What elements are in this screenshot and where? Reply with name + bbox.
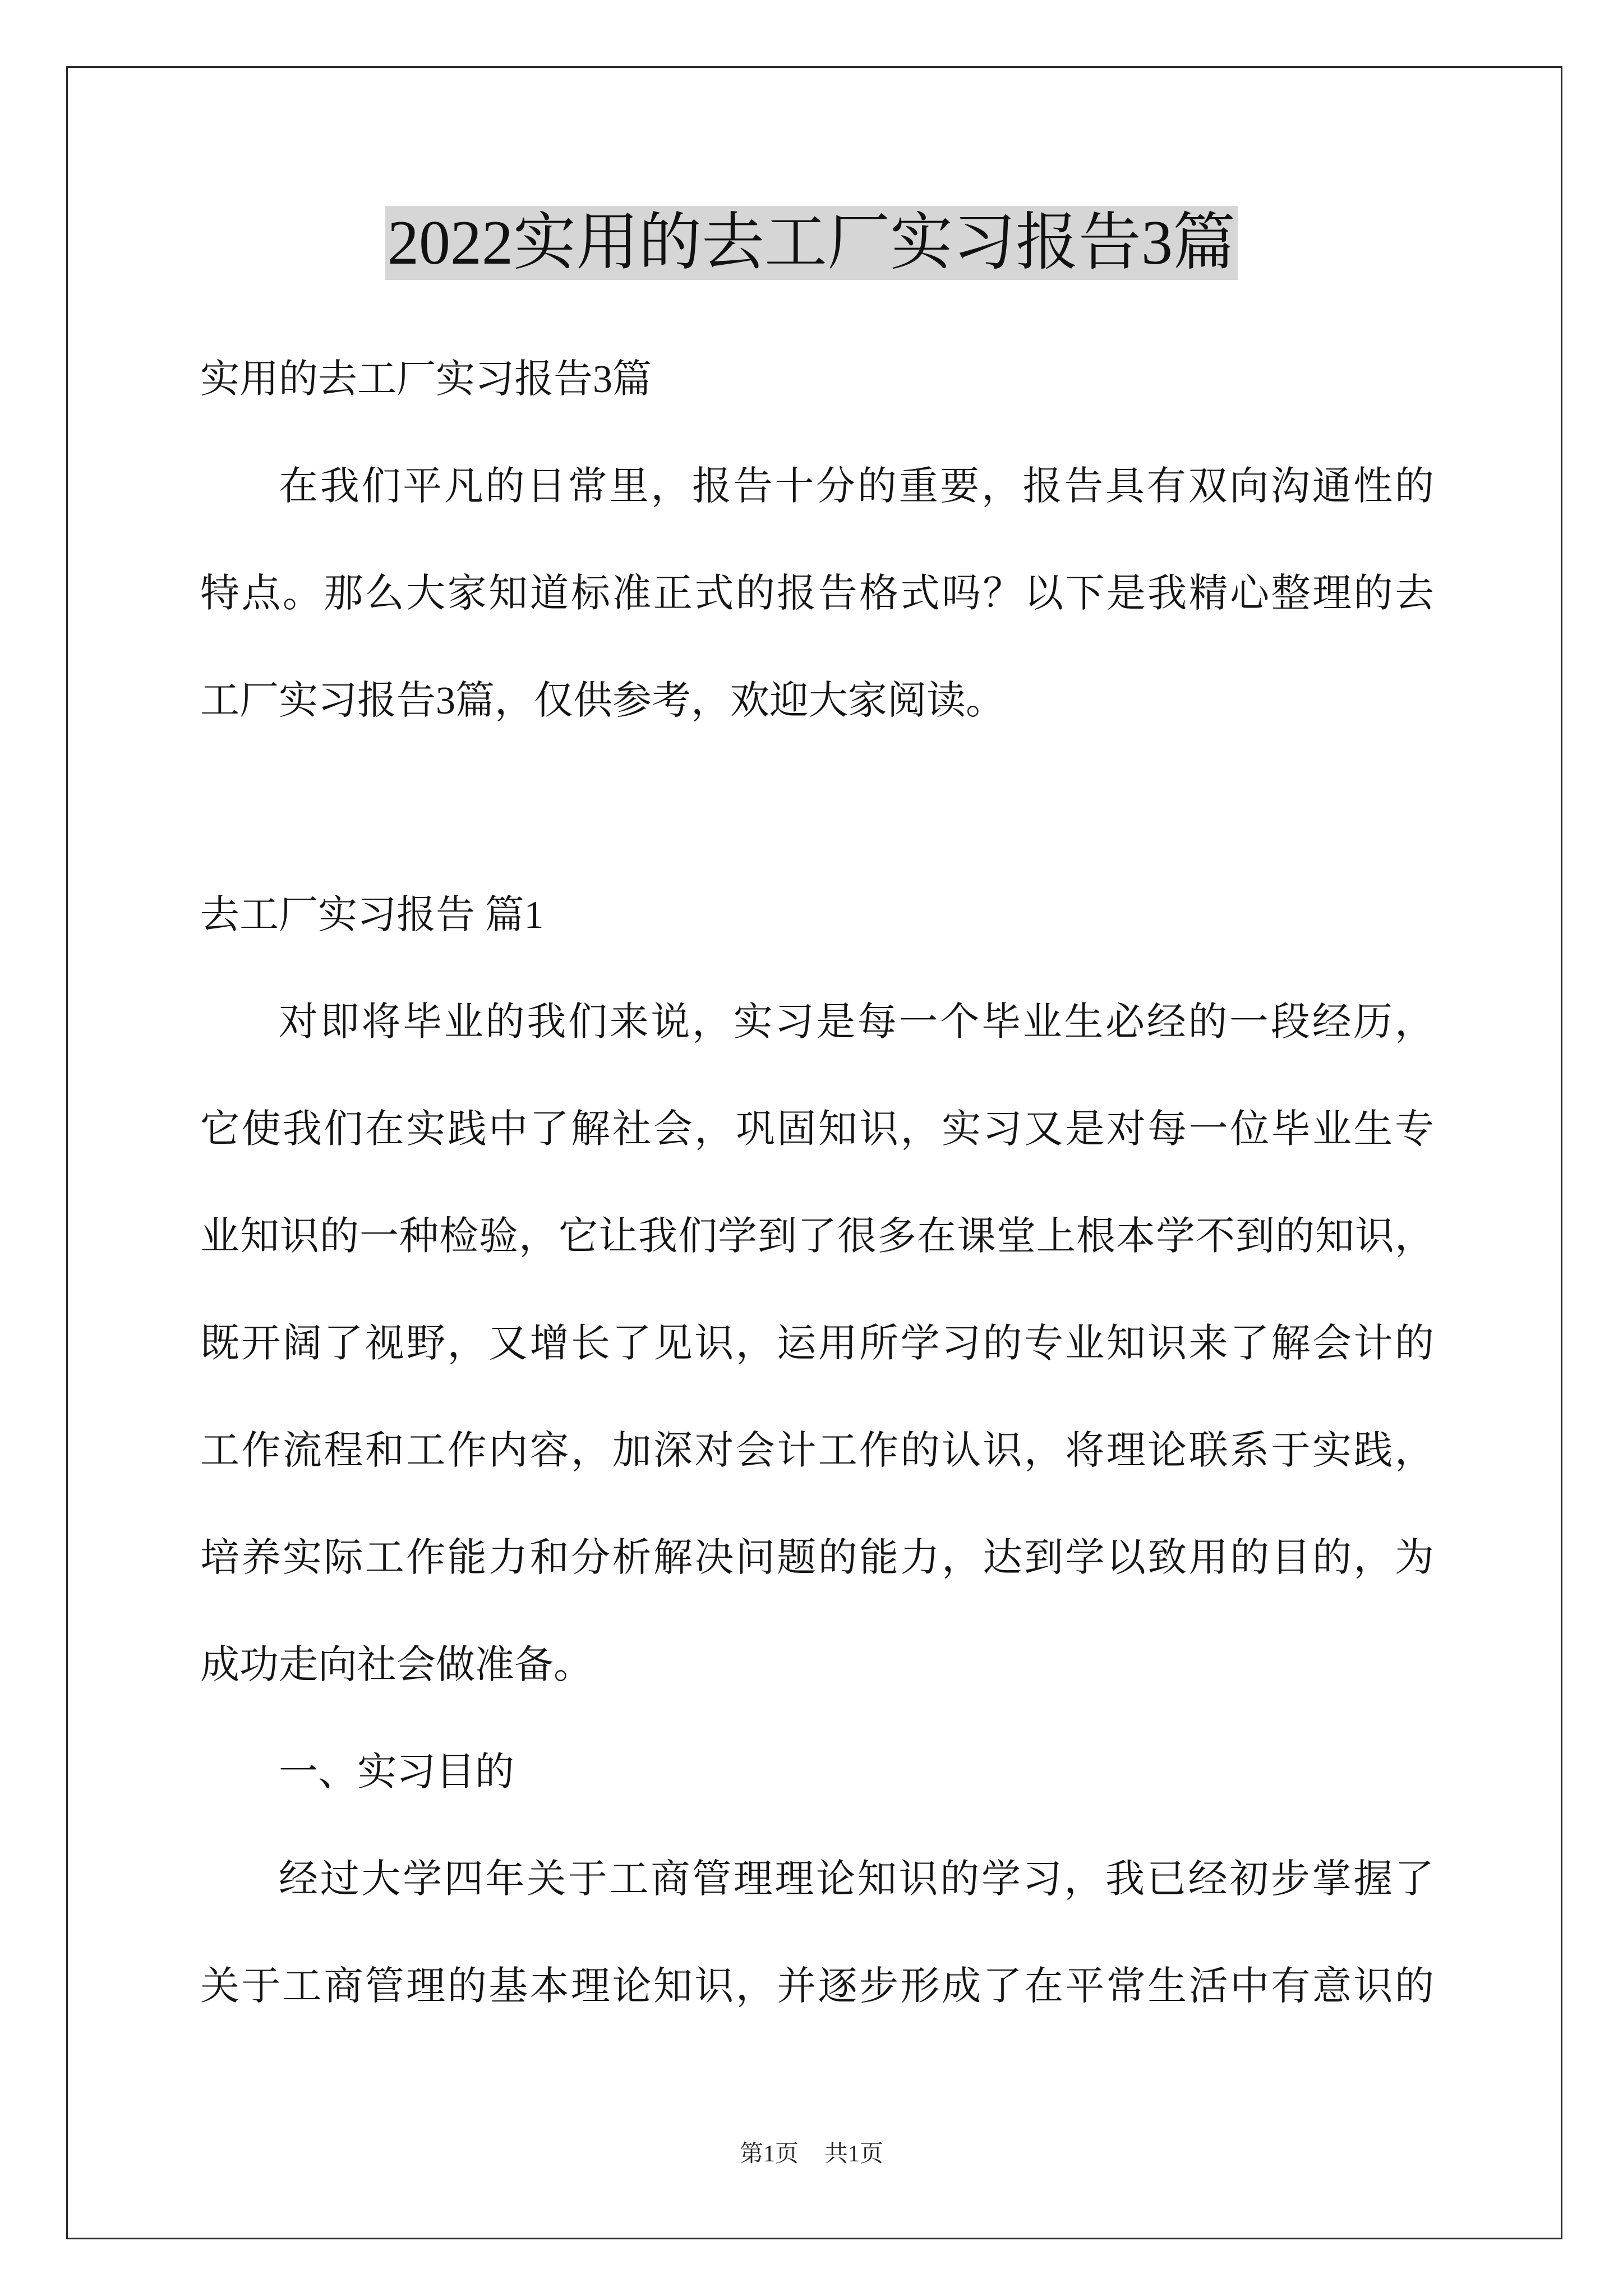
paragraph-line: 既开阔了视野，又增长了见识，运用所学习的专业知识来了解会计的 (200, 1322, 1434, 1365)
subsection-heading: 一、实习目的 (279, 1751, 514, 1794)
section-paragraph (200, 969, 1434, 1719)
paragraph-line: 它使我们在实践中了解社会，巩固知识，实习又是对每一位毕业生专 (200, 1108, 1434, 1151)
document-body (200, 326, 1434, 2040)
subsection-paragraph (200, 1826, 1434, 2040)
document-title: 2022实用的去工厂实习报告3篇 (385, 206, 1238, 280)
intro-line: 工厂实习报告3篇，仅供参考，欢迎大家阅读。 (200, 679, 1005, 723)
page-footer (0, 2137, 1623, 2171)
intro-paragraph (200, 433, 1434, 754)
title-row (0, 206, 1623, 280)
paragraph-line: 培养实际工作能力和分析解决问题的能力，达到学以致用的目的，为 (200, 1536, 1434, 1580)
paragraph-line: 关于工商管理的基本理论知识，并逐步形成了在平常生活中有意识的 (200, 1965, 1434, 2008)
paragraph-line: 成功走向社会做准备。 (200, 1644, 593, 1687)
paragraph-line: 经过大学四年关于工商管理理论知识的学习，我已经初步掌握了 (279, 1858, 1434, 1901)
intro-line: 特点。那么大家知道标准正式的报告格式吗？以下是我精心整理的去 (200, 572, 1434, 615)
intro-line: 在我们平凡的日常里，报告十分的重要，报告具有双向沟通性的 (279, 465, 1434, 508)
paragraph-line: 业知识的一种检验，它让我们学到了很多在课堂上根本学不到的知识， (200, 1215, 1434, 1258)
section-heading: 去工厂实习报告 篇1 (200, 894, 544, 937)
page-number: 第1页 (739, 2141, 799, 2167)
paragraph-line: 工作流程和工作内容，加深对会计工作的认识，将理论联系于实践， (200, 1429, 1434, 1473)
paragraph-line: 对即将毕业的我们来说，实习是每一个毕业生必经的一段经历， (279, 1001, 1434, 1044)
page-total: 共1页 (824, 2141, 884, 2167)
document-subtitle: 实用的去工厂实习报告3篇 (200, 358, 652, 401)
